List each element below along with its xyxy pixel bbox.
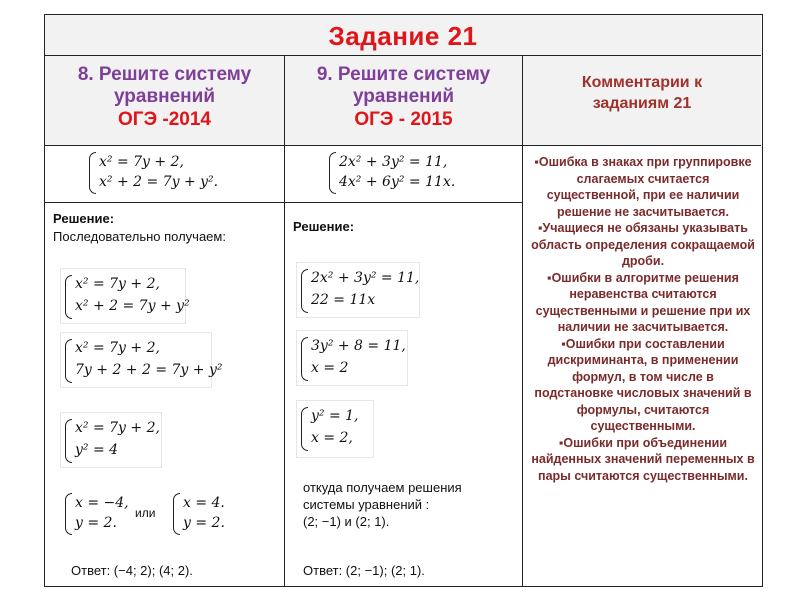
task8-step-1: x² = 7y + 2, x² + 2 = 7y + y² — [61, 269, 185, 323]
task9-step-3: y² = 1, x = 2, — [297, 401, 373, 457]
task9-step-1: 2x² + 3y² = 11, 22 = 11x — [297, 263, 419, 317]
page-title: Задание 21 — [328, 21, 478, 51]
comment-item: ▪Ошибка в знаках при группировке слагаемых считается существенной, при ее наличии решение не засчитывается. — [534, 155, 752, 219]
header-comments: Комментарии к заданиям 21 — [523, 56, 761, 146]
task8-step-2: x² = 7y + 2, 7y + 2 + 2 = 7y + y² — [61, 333, 211, 387]
task8-solution-cell: Решение: Последовательно получаем: x² = 7y + 2, x² + 2 = 7y + y² x² = 7y + 2, 7y + 2 + 2 = 7y + y² x² = 7y + 2, y² = 4 x = −4, y = 2. или x = 4. y = 2. Ответ: (−4; 2); (4; 2). — [45, 202, 285, 586]
task9-solution-label: Решение: — [293, 219, 355, 234]
task8-solution-label: Решение: — [53, 211, 115, 226]
task9-answer: Ответ: (2; −1); (2; 1). — [303, 563, 425, 578]
task8-system-cell: x² = 7y + 2, x² + 2 = 7y + y². — [45, 146, 285, 202]
task-table — [44, 14, 763, 587]
task9-conclusion: откуда получаем решения системы уравнений : (2; −1) и (2; 1). — [303, 480, 462, 529]
task9-solution-cell — [285, 202, 523, 586]
task9-step-2: 3y² + 8 = 11, x = 2 — [297, 331, 407, 385]
comments-list — [531, 154, 755, 484]
task8-answer: Ответ: (−4; 2); (4; 2). — [71, 563, 193, 578]
comment-item: ▪Ошибки в алгоритме решения неравенства считаются существенными и решение при их наличии не засчитывается. — [535, 270, 751, 334]
comment-item: ▪Учащиеся не обязаны указывать область определения сокращаемой дроби. — [531, 221, 755, 268]
task8-or: или — [135, 506, 156, 520]
task8-intro: Последовательно получаем: — [53, 229, 226, 244]
header-task9: 9. Решите систему уравнений ОГЭ - 2015 — [285, 56, 523, 146]
comment-item: ▪Ошибки при составлении дискриминанта, в применении формул, в том числе в подстановке числовых значений в формулы, считаются существенными. — [534, 336, 752, 433]
task8-step-3: x² = 7y + 2, y² = 4 — [61, 413, 161, 467]
comments-cell — [523, 146, 761, 586]
title-row — [45, 15, 761, 56]
comment-item: ▪Ошибки при объединении найденных значений переменных в пары считаются существенными. — [531, 435, 755, 483]
header-task8: 8. Решите систему уравнений ОГЭ -2014 — [45, 56, 285, 146]
task9-system-cell: 2x² + 3y² = 11, 4x² + 6y² = 11x. — [285, 146, 523, 202]
